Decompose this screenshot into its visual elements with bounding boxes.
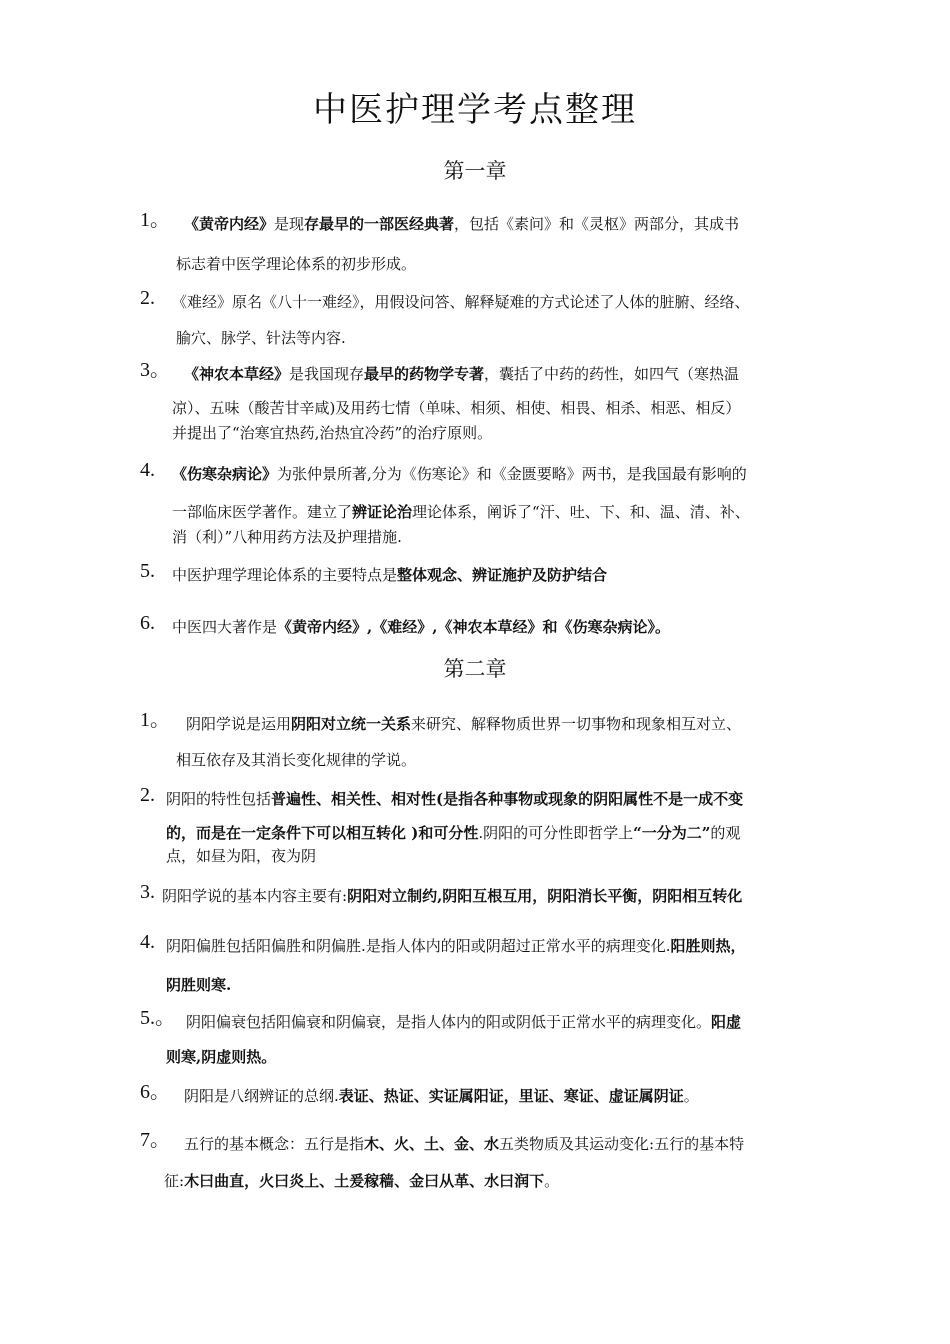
item-text-line <box>166 821 740 845</box>
text-run: 是现 <box>274 215 305 233</box>
bold-text: 《伤寒杂病论》 <box>172 465 278 483</box>
document-title: 中医护理学考点整理 <box>313 90 637 130</box>
text-run: 。 <box>683 1087 699 1105</box>
item-text-line <box>184 212 739 236</box>
item-number: 5.。 <box>140 1007 175 1029</box>
item-text-line <box>164 1169 559 1193</box>
item-number: 1。 <box>140 209 170 231</box>
bold-text: 存最早的一部医经典著 <box>304 215 455 233</box>
bold-text: 表证、热证、实证属阳证，里证、寒证、虚证属阴证 <box>338 1087 684 1105</box>
text-run: 是我国现存 <box>289 365 365 383</box>
text-run: 阴阳学说是运用 <box>186 715 292 733</box>
text-run: 一部临床医学著作。建立了 <box>172 503 353 521</box>
item-number: 3。 <box>140 359 170 381</box>
item-text-line <box>166 973 231 997</box>
item-text-line <box>166 787 743 811</box>
item-number: 7。 <box>140 1129 170 1151</box>
bold-text: 木曰曲直，火曰炎上、土爰稼穑、金曰从革、水曰润下 <box>184 1172 545 1190</box>
bold-text: 整体观念、辨证施护及防护结合 <box>397 566 608 584</box>
item-text-line <box>176 252 416 276</box>
item-text-line <box>162 884 742 908</box>
text-run: 阴阳是八纲辨证的总纲. <box>184 1087 339 1105</box>
text-run: 阴阳偏胜包括阳偏胜和阴偏胜.是指人体内的阳或阴超过正常水平的病理变化. <box>166 937 671 955</box>
item-number: 1。 <box>140 709 170 731</box>
item-text-line <box>172 615 670 639</box>
text-run: 阴阳的特性包括 <box>166 790 272 808</box>
text-run: 消（利）”八种用药方法及护理措施. <box>172 528 402 546</box>
item-text-line <box>172 290 750 314</box>
bold-text: 阳虚 <box>711 1013 742 1031</box>
text-run: 五类物质及其运动变化:五行的基本特 <box>499 1135 745 1153</box>
item-number: 2. <box>140 784 155 806</box>
text-run: 凉）、五味（酸苦甘辛咸)及用药七情（单味、相须、相使、相畏、相杀、相恶、相反） <box>172 399 741 417</box>
item-number: 6. <box>140 612 155 634</box>
item-text-line <box>184 1084 699 1108</box>
item-text-line <box>172 525 402 549</box>
text-run: 阴阳偏衰包括阳偏衰和阴偏衰，是指人体内的阳或阴低于正常水平的病理变化。 <box>186 1013 712 1031</box>
chapter-1-heading: 第一章 <box>443 159 507 183</box>
item-text-line <box>176 748 416 772</box>
text-run: 的观 <box>710 824 741 842</box>
item-text-line <box>172 421 492 445</box>
item-text-line <box>186 712 741 736</box>
text-run: .阴阳的可分性即哲学上 <box>478 824 634 842</box>
text-run: 中医护理学理论体系的主要特点是 <box>172 566 398 584</box>
bold-text: 则寒,阴虚则热。 <box>166 1048 277 1066</box>
text-run: 标志着中医学理论体系的初步形成。 <box>176 255 417 273</box>
text-run: 征: <box>164 1172 185 1190</box>
item-number: 5. <box>140 560 155 582</box>
bold-text: 普遍性、相关性、相对性(是指各种事物或现象的阴阳属性不是一成不变 <box>271 790 744 808</box>
bold-text: 《黄帝内经》 <box>184 215 275 233</box>
text-run: 。 <box>544 1172 560 1190</box>
item-text-line <box>166 1045 276 1069</box>
item-number: 4. <box>140 459 155 481</box>
bold-text: “一分为二” <box>633 824 711 842</box>
bold-text: 《黄帝内经》,《难经》,《神农本草经》和《伤寒杂病论》。 <box>277 618 670 636</box>
text-run: 中医四大著作是 <box>172 618 278 636</box>
text-run: 来研究、解释物质世界一切事物和现象相互对立、 <box>411 715 742 733</box>
bold-text: 阴胜则寒. <box>166 976 232 994</box>
bold-text: 阴阳对立统一关系 <box>291 715 412 733</box>
item-number: 4. <box>140 931 155 953</box>
bold-text: 辨证论治 <box>352 503 413 521</box>
text-run: ，包括《素问》和《灵枢》两部分，其成书 <box>454 215 740 233</box>
item-text-line <box>172 462 747 486</box>
text-run: 腧穴、脉学、针法等内容. <box>176 329 346 347</box>
item-text-line <box>184 1132 744 1156</box>
item-text-line <box>166 934 746 958</box>
text-run: 相互依存及其消长变化规律的学说。 <box>176 751 417 769</box>
item-text-line <box>184 362 739 386</box>
text-run: 《难经》原名《八十一难经》，用假设问答、解释疑难的方式论述了人体的脏腑、经络、 <box>172 293 750 311</box>
item-text-line <box>166 844 316 868</box>
text-run: 为张仲景所著,分为《伤寒论》和《金匮要略》两书，是我国最有影响的 <box>277 465 747 483</box>
bold-text: 木、火、土、金、水 <box>364 1135 500 1153</box>
item-number: 6。 <box>140 1081 170 1103</box>
bold-text: 《神农本草经》 <box>184 365 290 383</box>
chapter-2-heading: 第二章 <box>443 657 507 681</box>
bold-text: 的，而是在一定条件下可以相互转化 )和可分性 <box>166 824 479 842</box>
text-run: 五行的基本概念：五行是指 <box>184 1135 365 1153</box>
item-text-line <box>176 326 346 350</box>
item-text-line <box>172 396 740 420</box>
text-run: 并提出了“治寒宜热药,治热宜冷药”的治疗原则。 <box>172 424 493 442</box>
text-run: 点，如昼为阳，夜为阴 <box>166 847 317 865</box>
text-run: 理论体系，阐诉了“汗、吐、下、和、温、清、补、 <box>412 503 750 521</box>
item-text-line <box>172 500 750 524</box>
bold-text: 阴阳对立制约,阴阳互根互用，阴阳消长平衡，阴阳相互转化 <box>347 887 743 905</box>
text-run: ，囊括了中药的药性，如四气（寒热温 <box>484 365 740 383</box>
item-number: 3. <box>140 881 155 903</box>
item-text-line <box>172 563 607 587</box>
text-run: 阴阳学说的基本内容主要有: <box>162 887 348 905</box>
item-text-line <box>186 1010 741 1034</box>
bold-text: 阳胜则热， <box>670 937 746 955</box>
bold-text: 最早的药物学专著 <box>364 365 485 383</box>
item-number: 2. <box>140 287 155 309</box>
